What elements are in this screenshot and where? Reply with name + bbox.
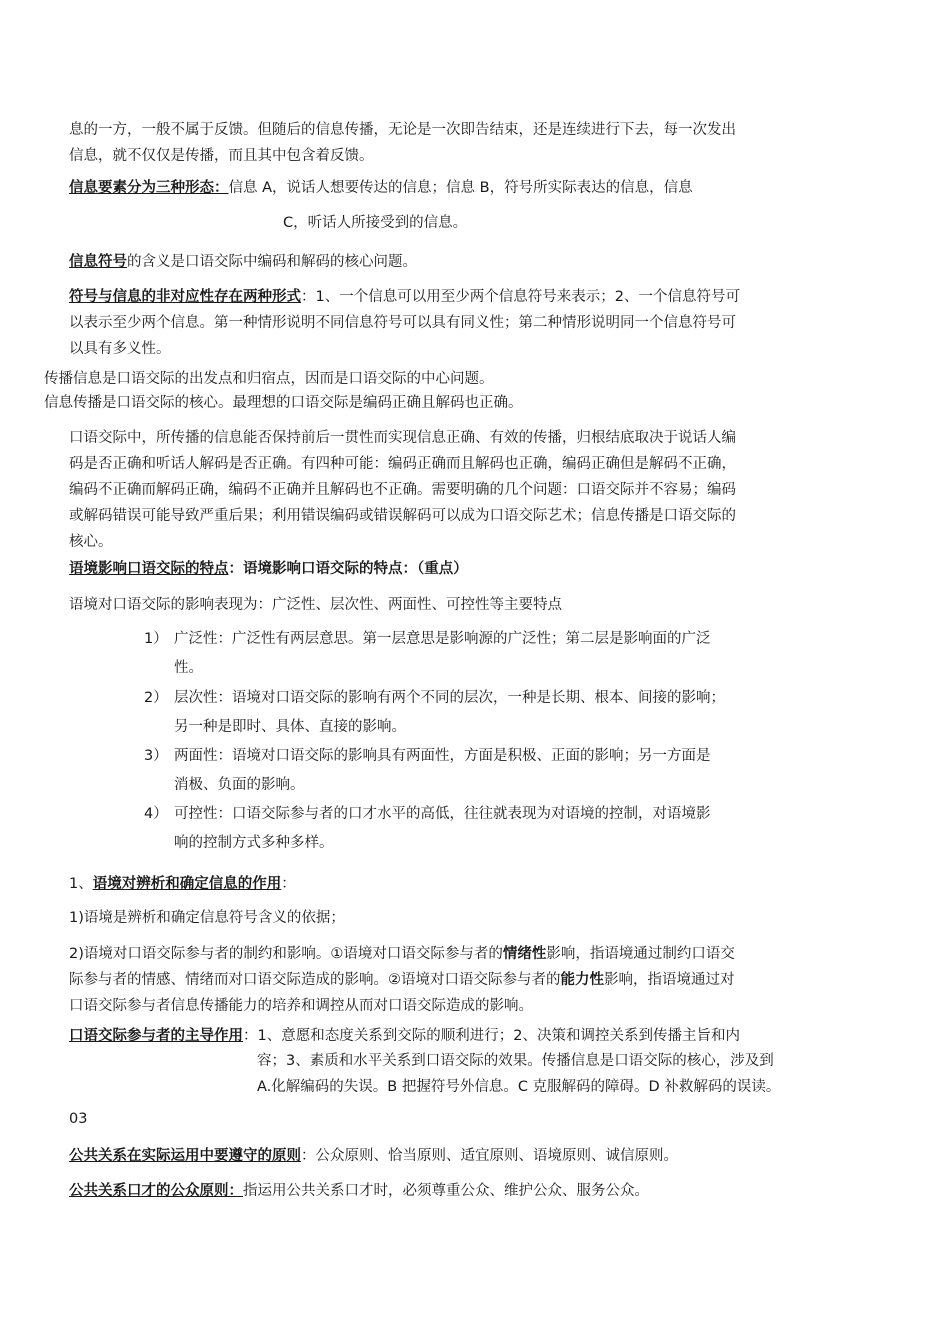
paragraph-noncorrespond (69, 284, 740, 362)
text-line: 际参与者的情感、情绪而对口语交际造成的影响。②语境对口语交际参与者的 (69, 972, 561, 988)
paragraph-leading-role (69, 1023, 740, 1049)
text-line: 息的一方，一般不属于反馈。但随后的信息传播，无论是一次即告结束，还是连续进行下去，每一次发出 (69, 122, 736, 138)
heading-noncorrespond: 符号与信息的非对应性存在两种形式 (69, 289, 301, 305)
text-line: A.化解编码的失误。B 把握符号外信息。C 克服解码的障碍。D 补救解码的误读。 (257, 1079, 781, 1095)
list-text: 消极、负面的影响。 (174, 777, 305, 793)
text-info-forms: 信息 A，说话人想要传达的信息；信息 B，符号所实际表达的信息，信息 (228, 180, 693, 196)
list-text: 广泛性：广泛性有两层意思。第一层意思是影响源的广泛性；第二层是影响面的广泛 (174, 631, 711, 647)
heading-info-forms: 信息要素分为三种形态： (69, 180, 229, 196)
text-pr-principles: ：公众原则、恰当原则、适宜原则、语境原则、诚信原则。 (301, 1148, 678, 1164)
heading-context: 语境影响口语交际的特点 (69, 561, 229, 577)
section-number (69, 1106, 87, 1132)
text-context-intro: 语境对口语交际的影响表现为：广泛性、层次性、两面性、可控性等主要特点 (69, 597, 562, 613)
list-text: 可控性：口语交际参与者的口才水平的高低，往往就表现为对语境的控制，对语境影 (174, 806, 711, 822)
paragraph-role-2 (69, 941, 735, 1019)
text-context-heading: ：语境影响口语交际的特点：（重点） (228, 561, 468, 577)
paragraph-role-context (69, 871, 296, 897)
paragraph-context-intro (69, 592, 562, 618)
paragraph-pr-public (69, 1178, 649, 1204)
heading-leading-role: 口语交际参与者的主导作用 (69, 1028, 243, 1044)
list-number: 1） (144, 631, 168, 647)
text-line: 口语交际中，所传播的信息能否保持前后一贯性而实现信息正确、有效的传播，归根结底取决于说话人编 (69, 430, 736, 446)
text-line: 传播信息是口语交际的出发点和归宿点，因而是口语交际的中心问题。 (44, 371, 494, 387)
paragraph-role-1 (69, 905, 345, 931)
text-line: 信息传播是口语交际的核心。最理想的口语交际是编码正确且解码也正确。 (44, 395, 523, 411)
text-line: 口语交际参与者信息传播能力的培养和调控从而对口语交际造成的影响。 (69, 998, 533, 1014)
paragraph-info-forms-cont (283, 210, 467, 236)
text-prefix: 1、 (69, 876, 93, 892)
list-text: 响的控制方式多种多样。 (174, 835, 334, 851)
text-line: ：1、意愿和态度关系到交际的顺利进行；2、决策和调控关系到传播主旨和内 (243, 1028, 740, 1044)
text-line: 或解码错误可能导致严重后果；利用错误编码或错误解码可以成为口语交际艺术；信息传播是口语交际的 (69, 508, 736, 524)
text-bold: 能力性 (560, 972, 604, 988)
heading-info-symbol: 信息符号 (69, 254, 127, 270)
paragraph-center (44, 367, 523, 415)
text-pr-public: 指运用公共关系口才时，必须尊重公众、维护公众、服务公众。 (243, 1183, 649, 1199)
paragraph-coding (69, 425, 736, 555)
text-line: 核心。 (69, 534, 113, 550)
heading-role-context: 语境对辨析和确定信息的作用 (92, 876, 282, 892)
list-text: 两面性：语境对口语交际的影响具有两面性，方面是积极、正面的影响；另一方面是 (174, 748, 711, 764)
heading-pr-principles: 公共关系在实际运用中要遵守的原则 (69, 1148, 301, 1164)
text-line: 信息，就不仅仅是传播，而且其中包含着反馈。 (69, 148, 374, 164)
text-line: 容；3、素质和水平关系到口语交际的效果。传播信息是口语交际的核心，涉及到 (257, 1053, 774, 1069)
text-line: 影响，指语境通过对 (604, 972, 735, 988)
text-line: ：1、一个信息可以用至少两个信息符号来表示；2、一个信息符号可 (301, 289, 740, 305)
paragraph-feedback (69, 117, 736, 169)
text-line: 编码不正确而解码正确，编码不正确并且解码也不正确。需要明确的几个问题：口语交际并不容易；编码 (69, 482, 736, 498)
paragraph-info-forms (69, 175, 693, 201)
list-text: 性。 (174, 660, 203, 676)
paragraph-leading-role-cont (257, 1048, 780, 1100)
text-role-1: 1)语境是辨析和确定信息符号含义的依据； (69, 910, 345, 926)
list-number: 4） (144, 806, 168, 822)
text-line: 影响，指语境通过制约口语交 (546, 946, 735, 962)
list-text: 层次性：语境对口语交际的影响有两个不同的层次，一种是长期、根本、间接的影响； (174, 690, 725, 706)
text-line: 2)语境对口语交际参与者的制约和影响。①语境对口语交际参与者的 (69, 946, 503, 962)
text-suffix: ： (281, 876, 296, 892)
text-bold: 情绪性 (502, 946, 547, 962)
list-number: 2） (144, 690, 168, 706)
text-line: 以具有多义性。 (69, 341, 171, 357)
heading-pr-public: 公共关系口才的公众原则： (69, 1183, 243, 1199)
list-text: 另一种是即时、具体、直接的影响。 (174, 719, 406, 735)
list-number: 3） (144, 748, 168, 764)
paragraph-context-heading (69, 556, 468, 582)
paragraph-pr-principles (69, 1143, 678, 1169)
text-section-number: 03 (69, 1111, 88, 1127)
text-line: 码是否正确和听话人解码是否正确。有四种可能：编码正确而且解码也正确，编码正确但是解码不正确， (69, 456, 736, 472)
text-line: 以表示至少两个信息。第一种情形说明不同信息符号可以具有同义性；第二种情形说明同一个信息符号可 (69, 315, 736, 331)
paragraph-info-symbol (69, 249, 417, 275)
text-info-forms-cont: C，听话人所接受到的信息。 (283, 215, 468, 231)
text-info-symbol: 的含义是口语交际中编码和解码的核心问题。 (127, 254, 417, 270)
